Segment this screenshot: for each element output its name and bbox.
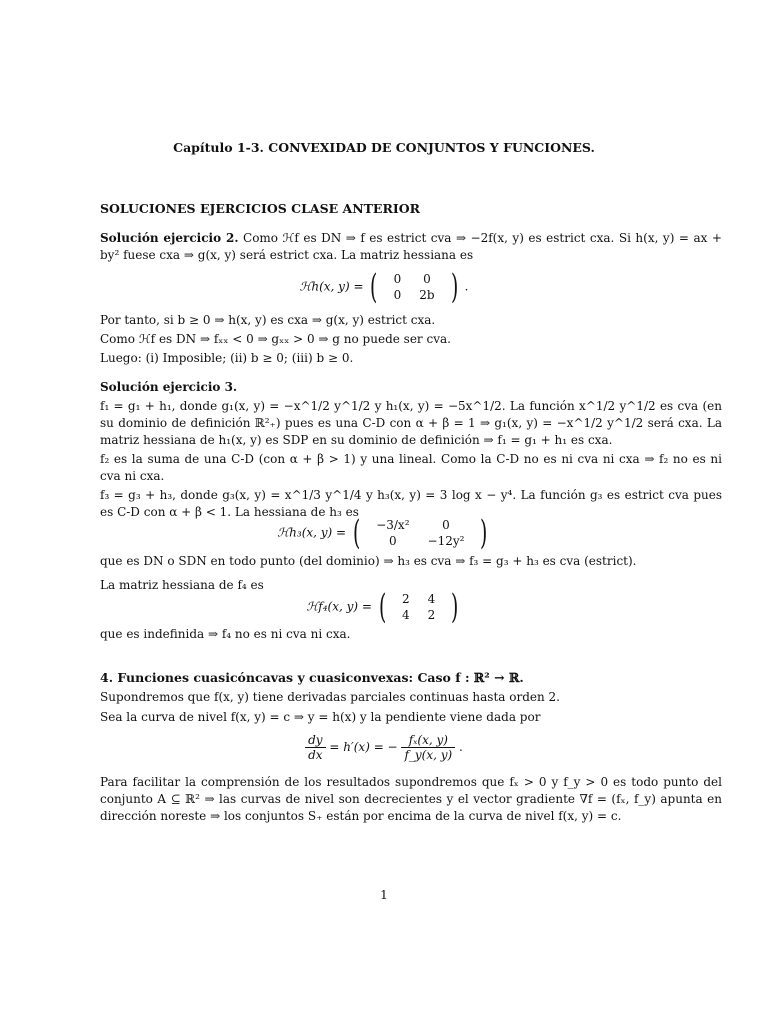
sol2-p2: Por tanto, si b ≥ 0 ⇒ h(x, y) es cxa ⇒ g(x, y) estrict cxa.	[100, 313, 436, 327]
matrix-cell: 2	[402, 592, 410, 606]
eq-middle: = h′(x) = −	[329, 740, 398, 754]
sol2-matrix-equation	[0, 267, 768, 307]
frac-denominator: f_y(x, y)	[404, 748, 453, 762]
sec4-p1: Supondremos que f(x, y) tiene derivadas parciales continuas hasta orden 2.	[100, 690, 560, 704]
sol3-matrix1	[367, 517, 473, 549]
frac-numerator: dy	[305, 733, 325, 748]
sol2-paragraph	[100, 230, 722, 264]
slope-equation	[0, 733, 768, 762]
matrix-cell: 0	[423, 272, 431, 286]
fraction-dydx	[305, 733, 325, 762]
sol2-p4: Luego: (i) Imposible; (ii) b ≥ 0; (iii) b ≥ 0.	[100, 351, 354, 365]
chapter-title: Capítulo 1-3. CONVEXIDAD DE CONJUNTOS Y FUNCIONES.	[173, 140, 595, 155]
sol2-matrix-lhs: ℋh(x, y) =	[299, 279, 364, 294]
sol3-p4: que es DN o SDN en todo punto (del dominio) ⇒ h₃ es cva ⇒ f₃ = g₃ + h₃ es cva (estrict).	[100, 554, 637, 568]
matrix-cell: 2	[427, 608, 436, 622]
matrix-cell: 0	[393, 272, 402, 286]
frac-numerator: fₓ(x, y)	[401, 733, 455, 748]
sol2-matrix-end: .	[464, 279, 469, 294]
left-paren: (	[370, 267, 378, 307]
left-paren: (	[352, 513, 361, 553]
frac-denominator: dx	[308, 748, 323, 762]
matrix-cell: −12y²	[427, 534, 465, 548]
right-paren: )	[451, 587, 459, 627]
sol3-matrix2-equation	[0, 587, 768, 627]
matrix-cell: 0	[389, 534, 397, 548]
sol3-p6: que es indefinida ⇒ f₄ no es ni cva ni cxa.	[100, 627, 351, 641]
sol3-heading: Solución ejercicio 3.	[100, 380, 238, 394]
sol3-p5: La matriz hessiana de f₄ es	[100, 578, 264, 592]
right-paren: )	[480, 513, 488, 553]
sec4-p3: Para facilitar la comprensión de los resultados supondremos que fₓ > 0 y f_y > 0 es todo punto del conjunto A ⊆ ℝ² ⇒ las curvas de nivel son decrecientes y el vector gradiente ∇f = (fₓ, f_y) apunta en dirección noreste ⇒ los conjuntos S₊ están por encima de la curva de nivel f(x, y) = c.	[100, 775, 722, 823]
sol3-p2: f₂ es la suma de una C-D (con α + β > 1) y una lineal. Como la C-D no es ni cva ni cxa ⇒ f₂ no es ni cva ni cxa.	[100, 452, 722, 483]
section-heading-solutions: SOLUCIONES EJERCICIOS CLASE ANTERIOR	[100, 201, 420, 216]
eq-end: .	[459, 740, 463, 754]
section4-heading: 4. Funciones cuasicóncavas y cuasiconvexas: Caso f : ℝ² → ℝ.	[100, 670, 524, 685]
sol3-p1: f₁ = g₁ + h₁, donde g₁(x, y) = −x^1/2 y^1/2 y h₁(x, y) = −5x^1/2. La función x^1/2 y^1/2 es cva (en su dominio de definición ℝ²₊) pues es una C-D con α + β = 1 ⇒ g₁(x, y) = −x^1/2 y^1/2 será cxa. La matriz hessiana de h₁(x, y) es SDP en su dominio de definición ⇒ f₁ = g₁ + h₁ es cxa.	[100, 399, 722, 447]
sec4-p2: Sea la curva de nivel f(x, y) = c ⇒ y = h(x) y la pendiente viene dada por	[100, 710, 541, 724]
fraction-partials	[401, 733, 455, 762]
sol2-matrix	[385, 271, 444, 303]
matrix-cell: 0	[442, 518, 450, 532]
matrix-cell: 0	[393, 288, 402, 302]
sol3-m2-lhs: ℋf₄(x, y) =	[306, 599, 372, 614]
sol3-m1-lhs: ℋh₃(x, y) =	[277, 525, 347, 540]
sol3-matrix1-equation	[0, 513, 768, 553]
left-paren: (	[378, 587, 387, 627]
sol2-p3: Como ℋf es DN ⇒ fₓₓ < 0 ⇒ gₓₓ > 0 ⇒ g no puede ser cva.	[100, 332, 451, 346]
page-number: 1	[380, 888, 388, 902]
sol2-text: Como ℋf es DN ⇒ f es estrict cva ⇒ −2f(x, y) es estrict cxa. Si h(x, y) = ax + by² fuese cxa ⇒ g(x, y) será estrict cxa. La matriz hessiana es	[100, 231, 722, 262]
sol3-matrix2	[393, 591, 444, 623]
matrix-cell: 2b	[419, 288, 435, 302]
right-paren: )	[450, 267, 458, 307]
sol2-heading: Solución ejercicio 2.	[100, 231, 239, 245]
matrix-cell: 4	[427, 592, 436, 606]
sol3-p3: f₃ = g₃ + h₃, donde g₃(x, y) = x^1/3 y^1/4 y h₃(x, y) = 3 log x − y⁴. La función g₃ es estrict cva pues es C-D con α + β < 1. La hessiana de h₃ es	[100, 488, 722, 519]
matrix-cell: 4	[402, 608, 410, 622]
matrix-cell: −3/x²	[376, 518, 410, 532]
